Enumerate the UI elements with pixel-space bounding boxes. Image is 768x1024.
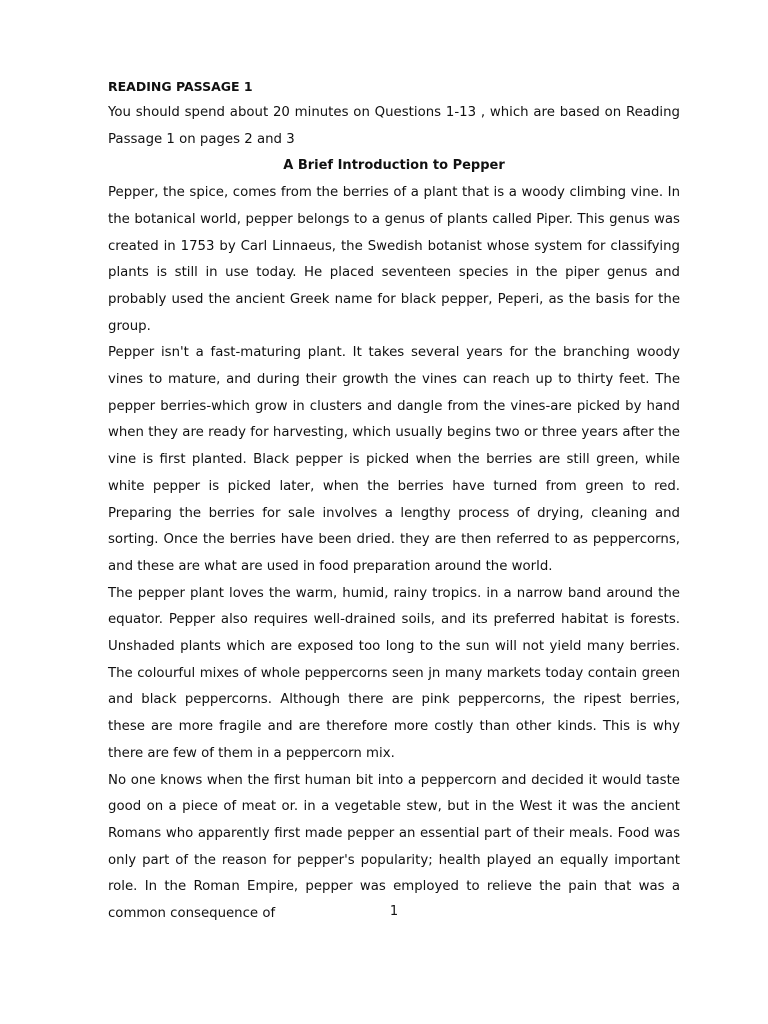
paragraph-4: No one knows when the first human bit into a peppercorn and decided it would taste good on a piece of meat or. in a vegetable stew, but in the West it was the ancient Romans who apparently first made pepper an essential part of their meals. Food was only part of the reason for pepper's popularity; health played an equally important role. In the Roman Empire, pepper was employed to relieve the pain that was a common consequence of: [108, 772, 680, 922]
paragraph-2: Pepper isn't a fast-maturing plant. It takes several years for the branching woody vines to mature, and during their growth the vines can reach up to thirty feet. The pepper berries-which grow in clusters and dangle from the vines-are picked by hand when they are ready for harvesting, which usually begins two or three years after the vine is first planted. Black pepper is picked when the berries are still green, while white pepper is picked later, when the berries have turned from green to red. Preparing the berries for sale involves a lengthy process of drying, cleaning and sorting. Once the berries have been dried. they are then referred to as peppercorns, and these are what are used in food preparation around the world.: [108, 345, 680, 574]
paragraph-3: The pepper plant loves the warm, humid, rainy tropics. in a narrow band around the equator. Pepper also requires well-drained soils, and its preferred habitat is forests. Unshaded plants which are exposed too long to the sun will not yield many berries. The colourful mixes of whole peppercorns seen jn many markets today contain green and black peppercorns. Although there are pink peppercorns, the ripest berries, these are more fragile and are therefore more costly than other kinds. This is why there are few of them in a peppercorn mix.: [108, 585, 680, 761]
article-title: A Brief Introduction to Pepper: [283, 158, 505, 174]
section-heading: READING PASSAGE 1: [108, 79, 253, 94]
instructions-text: You should spend about 20 minutes on Questions 1-13 , which are based on Reading Passage 1 on pages 2 and 3: [108, 105, 680, 147]
page-content: [108, 76, 680, 928]
paragraph-1: Pepper, the spice, comes from the berries of a plant that is a woody climbing vine. In the botanical world, pepper belongs to a genus of plants called Piper. This genus was created in 1753 by Carl Linnaeus, the Swedish botanist whose system for classifying plants is still in use today. He placed seventeen species in the piper genus and probably used the ancient Greek name for black pepper, Peperi, as the basis for the group.: [108, 185, 680, 334]
page-number: 1: [389, 904, 399, 919]
